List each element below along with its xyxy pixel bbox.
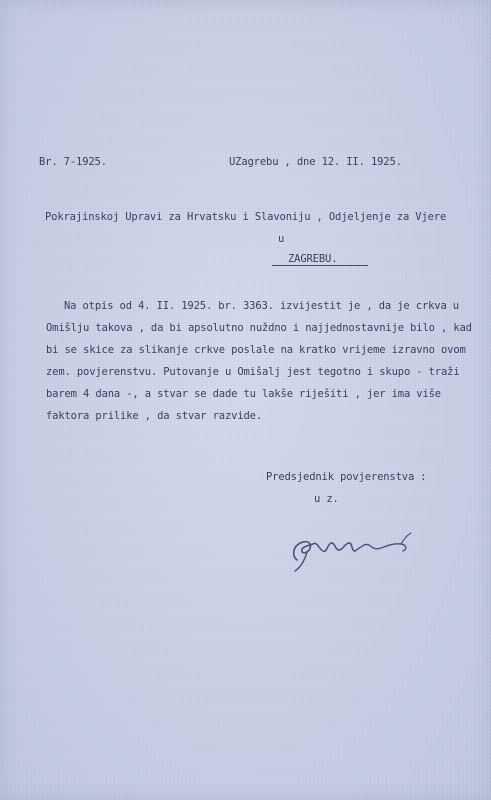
addressee-preposition: u bbox=[278, 233, 285, 245]
body-line: Na otpis od 4. II. 1925. br. 3363. izvijestit je , da je crkva u bbox=[64, 300, 459, 312]
addressee-city-underline bbox=[272, 265, 368, 266]
addressee-city: ZAGREBU. bbox=[288, 253, 338, 265]
body-line: faktora prilike , da stvar razvide. bbox=[46, 410, 263, 422]
body-line: Omišlju takova , da bi apsolutno nuždno i najjednostavnije bilo , kad bbox=[46, 322, 472, 334]
reference-number: Br. 7-1925. bbox=[39, 156, 107, 168]
handwritten-signature bbox=[283, 515, 418, 575]
body-line: bi se skice za slikanje crkve poslale na kratko vrijeme izravno ovom bbox=[46, 344, 466, 356]
closing-uz: u z. bbox=[314, 493, 339, 505]
body-line: zem. povjerenstvu. Putovanje u Omišalj jest tegotno i skupo - traži bbox=[46, 366, 460, 378]
place-and-date: UZagrebu , dne 12. II. 1925. bbox=[229, 156, 402, 168]
body-line: barem 4 dana -, a stvar se dade tu lakše riješiti , jer ima više bbox=[46, 388, 441, 400]
addressee-line: Pokrajinskoj Upravi za Hrvatsku i Slavoniju , Odjeljenje za Vjere bbox=[45, 211, 447, 223]
closing-title: Predsjednik povjerenstva : bbox=[266, 471, 427, 483]
